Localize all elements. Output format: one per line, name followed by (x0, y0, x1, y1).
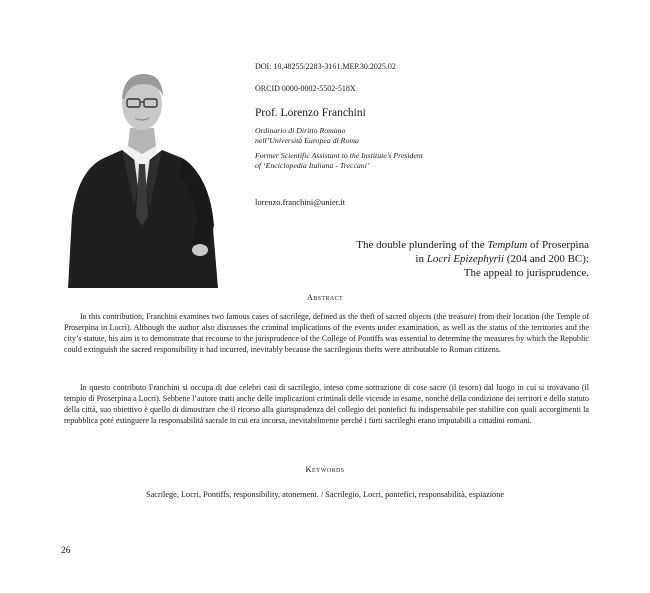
doi: DOI: 10.48255/2283-3161.MEP.30.2025.02 (255, 62, 396, 71)
abstract-heading-text: Abstract (306, 293, 344, 302)
title-line-2-italic: Locri Epizephyrii (426, 253, 505, 265)
abstract-english: In this contribution, Franchini examines two famous cases of sacrilege, defined as the theft of sacred objects (the treasure) from their location (the Temple of Proserpina in Locri). Although the author also discusses the criminal implications of the events under examination, as well as the status of the territories and the city’s statute, his aim is to demonstrate that recourse to the jurisprudence of the College of Pontiffs was essential to determine the measures by which the Republic could extinguish the sacred responsibility it had incurred, inevitably because the sacrilegious thefts were attributable to Roman citizens. (64, 312, 589, 354)
affiliation-primary-line-1: Ordinario di Diritto Romano (255, 126, 346, 135)
title-line-1-italic: Templum (487, 239, 528, 251)
keywords-heading-text: Keywords (305, 465, 345, 474)
affiliation-primary (255, 126, 359, 146)
affiliation-former (255, 151, 423, 171)
keywords-list: Sacrilege, Locri, Pontiffs, responsibility, atonement. / Sacrilegio, Locri, pontefici, responsabilità, espiazione (145, 490, 505, 499)
title-line-2-pre: in (415, 253, 427, 265)
author-email[interactable]: lorenzo.franchini@unier.it (255, 197, 345, 207)
title-line-3: The appeal to jurisprudence. (463, 267, 589, 279)
paper-title (289, 238, 589, 280)
affiliation-former-line-2: of ‘Enciclopedia Italiana - Treccani’ (255, 161, 370, 170)
abstract-italian: In questo contributo Franchini si occupa di due celebri casi di sacrilegio, inteso come sottrazione di cose sacre (il tesoro) dal luogo in cui si trovavano (il tempio di Proserpina a Locri). Sebbene l’autore tratti anche delle implicazioni criminali delle vicende in esame, nonché della condizione dei territori e dello statuto della città, suo obiettivo è quello di dimostrare che il ricorso alla giurisprudenza del collegio dei pontefici fu indispensabile per stabilire con quali accorgimenti la repubblica poté estinguere la responsabilità sacrale in cui era incorsa, inevitabilmente perché i furti sacrileghi erano imputabili a cittadini romani. (64, 383, 589, 425)
author-photo (64, 66, 220, 288)
title-line-1 (289, 238, 589, 252)
orcid: ORCID 0000-0002-5502-518X (255, 84, 356, 93)
affiliation-primary-line-2: nell’Università Europea di Roma (255, 136, 359, 145)
title-line-2-post: (204 and 200 BC): (504, 253, 589, 265)
page-number: 26 (61, 546, 71, 556)
abstract-heading (0, 293, 650, 302)
affiliation-former-line-1: Former Scientific Assistant to the Institute’s President (255, 151, 423, 160)
title-line-1-pre: The double plundering of the (356, 239, 488, 251)
title-line-2 (289, 252, 589, 266)
author-name: Prof. Lorenzo Franchini (255, 107, 366, 119)
keywords-heading (0, 465, 650, 474)
title-line-1-post: of Proserpina (527, 239, 589, 251)
